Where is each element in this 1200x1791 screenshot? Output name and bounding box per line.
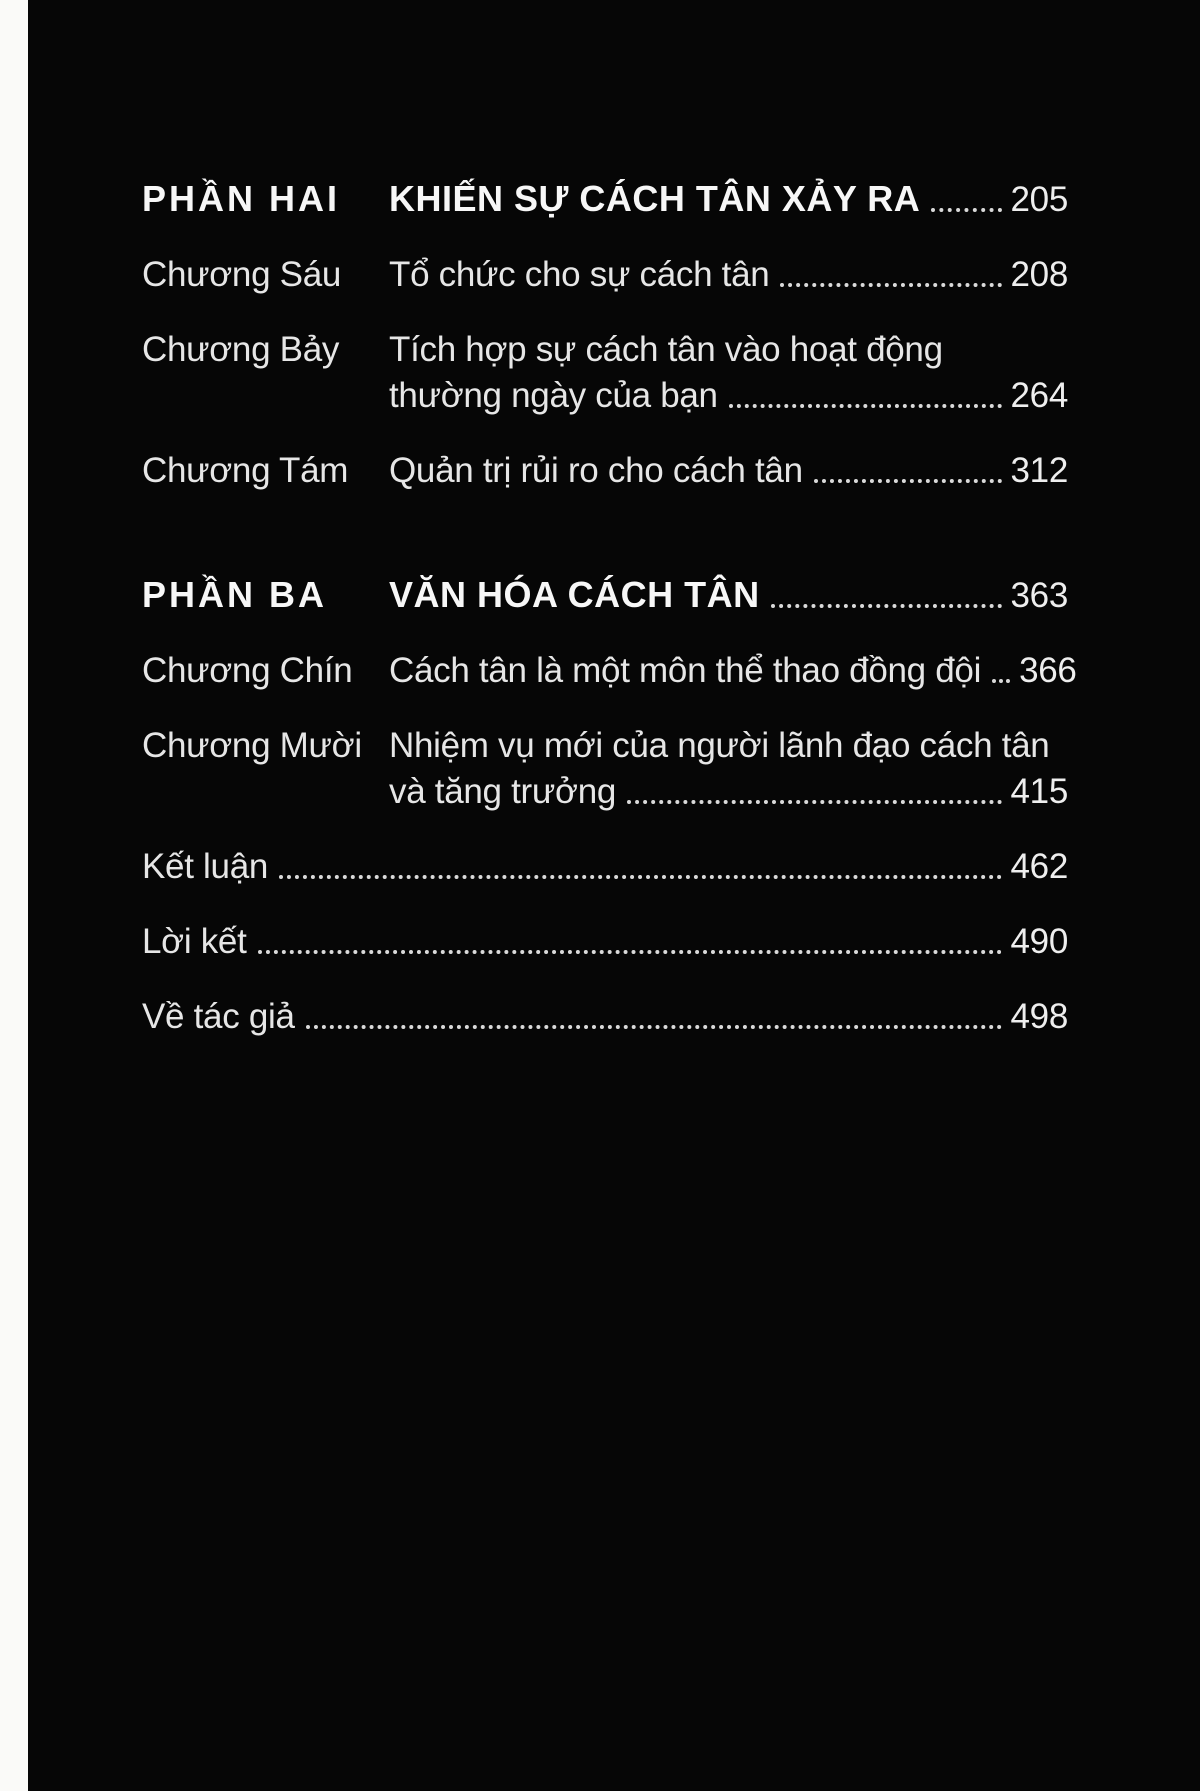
page-number: 366 — [1019, 651, 1077, 690]
page-number: 490 — [1010, 922, 1068, 961]
chapter-title-line-1: Nhiệm vụ mới của người lãnh đạo cách tân — [389, 726, 1050, 765]
dot-leader — [729, 404, 1002, 408]
page-number: 208 — [1010, 255, 1068, 294]
chapter-title-line-2: thường ngày của bạn — [389, 376, 718, 415]
dot-leader — [992, 679, 1010, 683]
chapter-label: Chương Tám — [142, 451, 349, 490]
section-label: PHẦN BA — [142, 574, 328, 615]
chapter-title: Quản trị rủi ro cho cách tân — [389, 451, 803, 490]
back-matter-title: Về tác giả — [142, 997, 295, 1036]
chapter-label: Chương Mười — [142, 726, 362, 765]
dot-leader — [771, 604, 1002, 608]
toc-entry-ve-tac-gia — [142, 994, 1068, 1040]
toc-entry-chuong-bay — [142, 327, 1068, 419]
chapter-title: Tổ chức cho sự cách tân — [389, 255, 770, 294]
back-matter-title: Kết luận — [142, 847, 269, 886]
page-number: 312 — [1010, 451, 1068, 490]
dot-leader — [258, 950, 1002, 954]
chapter-label: Chương Chín — [142, 651, 353, 690]
chapter-label: Chương Bảy — [142, 330, 340, 369]
section-title: VĂN HÓA CÁCH TÂN — [389, 574, 760, 615]
section-header-phan-ba — [142, 572, 1068, 619]
page-number: 264 — [1010, 376, 1068, 415]
page-number: 205 — [1010, 180, 1068, 219]
dot-leader — [931, 208, 1001, 212]
section-header-phan-hai — [142, 176, 1068, 223]
page-number: 363 — [1010, 576, 1068, 615]
back-matter-title: Lời kết — [142, 922, 247, 961]
chapter-title: Cách tân là một môn thể thao đồng đội — [389, 651, 982, 690]
toc-entry-chuong-tam — [142, 448, 1068, 494]
toc-entry-loi-ket — [142, 919, 1068, 965]
dot-leader — [814, 479, 1002, 483]
toc-entry-chuong-sau — [142, 252, 1068, 298]
dot-leader — [627, 800, 1001, 804]
dot-leader — [279, 875, 1001, 879]
section-label: PHẦN HAI — [142, 178, 341, 219]
chapter-label: Chương Sáu — [142, 255, 342, 294]
page-number: 498 — [1010, 997, 1068, 1036]
dot-leader — [306, 1025, 1002, 1029]
toc-entry-ket-luan — [142, 844, 1068, 890]
toc-entry-chuong-muoi — [142, 723, 1068, 815]
chapter-title-line-1: Tích hợp sự cách tân vào hoạt động — [389, 330, 943, 369]
table-of-contents-page — [28, 0, 1200, 1791]
page-number: 462 — [1010, 847, 1068, 886]
page-number: 415 — [1010, 772, 1068, 811]
dot-leader — [780, 283, 1001, 287]
section-title: KHIẾN SỰ CÁCH TÂN XẢY RA — [389, 178, 921, 219]
scan-margin-strip — [0, 0, 28, 1791]
toc-entry-chuong-chin — [142, 648, 1077, 694]
chapter-title-line-2: và tăng trưởng — [389, 772, 617, 811]
